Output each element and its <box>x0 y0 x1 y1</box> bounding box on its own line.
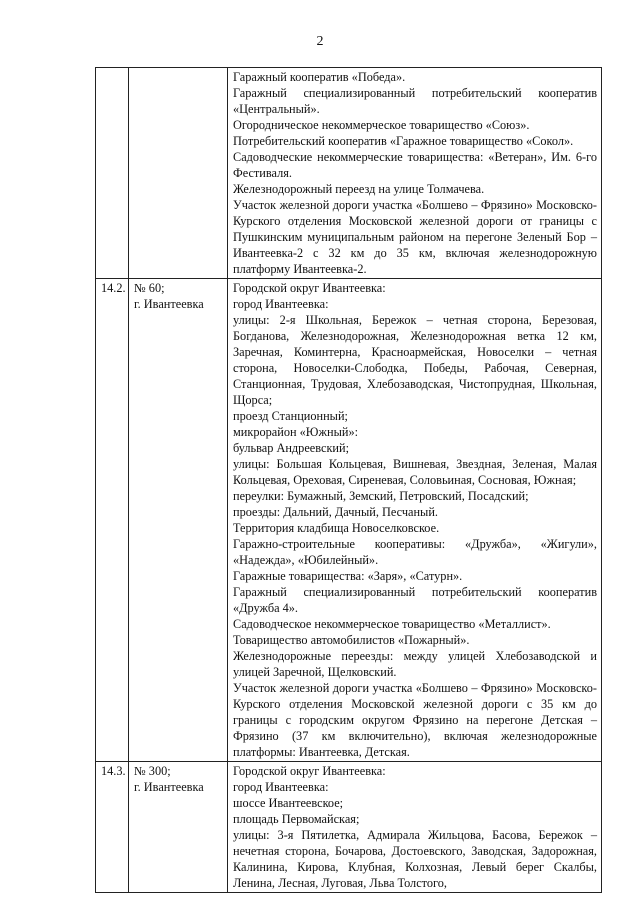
districts-table <box>95 67 602 893</box>
description-cell <box>228 762 602 893</box>
district-line1: № 60; <box>134 281 165 295</box>
district-cell <box>129 279 228 762</box>
description-line: Железнодорожные переезды: между улицей Хлебозаводской и улицей Заречной, Щелковский. <box>233 649 597 679</box>
row-number-cell: 14.3. <box>96 762 129 893</box>
description-line: улицы: 2-я Школьная, Бережок – четная сторона, Березовая, Богданова, Железнодорожная, Железнодорожная ветка 12 км, Заречная, Коминтерна, Красноармейская, Новоселки – четная сторона, Новоселки-Слободка, Победы, Рабочая, Северная, Станционная, Трудовая, Хлебозаводская, Чистопрудная, Школьная, Щорса; <box>233 313 597 407</box>
description-line: Потребительский кооператив «Гаражное товарищество «Сокол». <box>233 134 574 148</box>
table-row <box>96 762 602 893</box>
page-number: 2 <box>316 34 324 49</box>
district-cell <box>129 68 228 279</box>
description-line: проезд Станционный; <box>233 409 348 423</box>
description-line: Товарищество автомобилистов «Пожарный». <box>233 633 470 647</box>
description-line: город Ивантеевка: <box>233 780 329 794</box>
description-line: Садоводческие некоммерческие товарищества: «Ветеран», Им. 6-го Фестиваля. <box>233 150 597 180</box>
description-cell <box>228 68 602 279</box>
description-line: Огородническое некоммерческое товарищество «Союз». <box>233 118 530 132</box>
row-number-cell: 14.2. <box>96 279 129 762</box>
description-line: Гаражный специализированный потребительский кооператив «Центральный». <box>233 86 597 116</box>
district-line2: г. Ивантеевка <box>134 780 204 794</box>
description-cell <box>228 279 602 762</box>
description-line: Гаражный специализированный потребительский кооператив «Дружба 4». <box>233 585 597 615</box>
district-line1: № 300; <box>134 764 171 778</box>
description-line: улицы: 3-я Пятилетка, Адмирала Жильцова, Басова, Бережок – нечетная сторона, Бочарова, Достоевского, Заводская, Задорожная, Калинина, Кирова, Клубная, Колхозная, Левый берег Скалбы, Ленина, Лесная, Луговая, Льва Толстого, <box>233 828 597 890</box>
table-row <box>96 68 602 279</box>
description-line: Городской округ Ивантеевка: <box>233 764 386 778</box>
description-line: Гаражные товарищества: «Заря», «Сатурн». <box>233 569 463 583</box>
district-cell <box>129 762 228 893</box>
description-line: Участок железной дороги участка «Болшево – Фрязино» Московско-Курского отделения Московской железной дороги от границы с Пушкинским муниципальным районом на перегоне Зеленый Бор – Ивантеевка-2 с 32 км до 35 км, включая железнодорожную платформу Ивантеевка-2. <box>233 198 597 276</box>
description-line: Гаражно-строительные кооперативы: «Дружба», «Жигули», «Надежда», «Юбилейный». <box>233 537 597 567</box>
description-line: улицы: Большая Кольцевая, Вишневая, Звездная, Зеленая, Малая Кольцевая, Ореховая, Сиреневая, Соловьиная, Сосновая, Южная; <box>233 457 597 487</box>
description-line: Гаражный кооператив «Победа». <box>233 70 406 84</box>
description-line: микрорайон «Южный»: <box>233 425 359 439</box>
description-line: Городской округ Ивантеевка: <box>233 281 386 295</box>
description-line: Территория кладбища Новоселковское. <box>233 521 440 535</box>
table-row <box>96 279 602 762</box>
description-line: город Ивантеевка: <box>233 297 329 311</box>
description-line: бульвар Андреевский; <box>233 441 349 455</box>
description-line: переулки: Бумажный, Земский, Петровский, Посадский; <box>233 489 529 503</box>
description-line: шоссе Ивантеевское; <box>233 796 344 810</box>
description-line: Железнодорожный переезд на улице Толмачева. <box>233 182 485 196</box>
description-line: проезды: Дальний, Дачный, Песчаный. <box>233 505 438 519</box>
description-line: Участок железной дороги участка «Болшево – Фрязино» Московско-Курского отделения Московской железной дороги с 35 км до границы с городским округом Фрязино на перегоне Детская – Фрязино (37 км включительно), включая железнодорожные платформы: Ивантеевка, Детская. <box>233 681 597 759</box>
district-line2: г. Ивантеевка <box>134 297 204 311</box>
description-line: площадь Первомайская; <box>233 812 360 826</box>
description-line: Садоводческое некоммерческое товарищество «Металлист». <box>233 617 551 631</box>
row-number-cell <box>96 68 129 279</box>
